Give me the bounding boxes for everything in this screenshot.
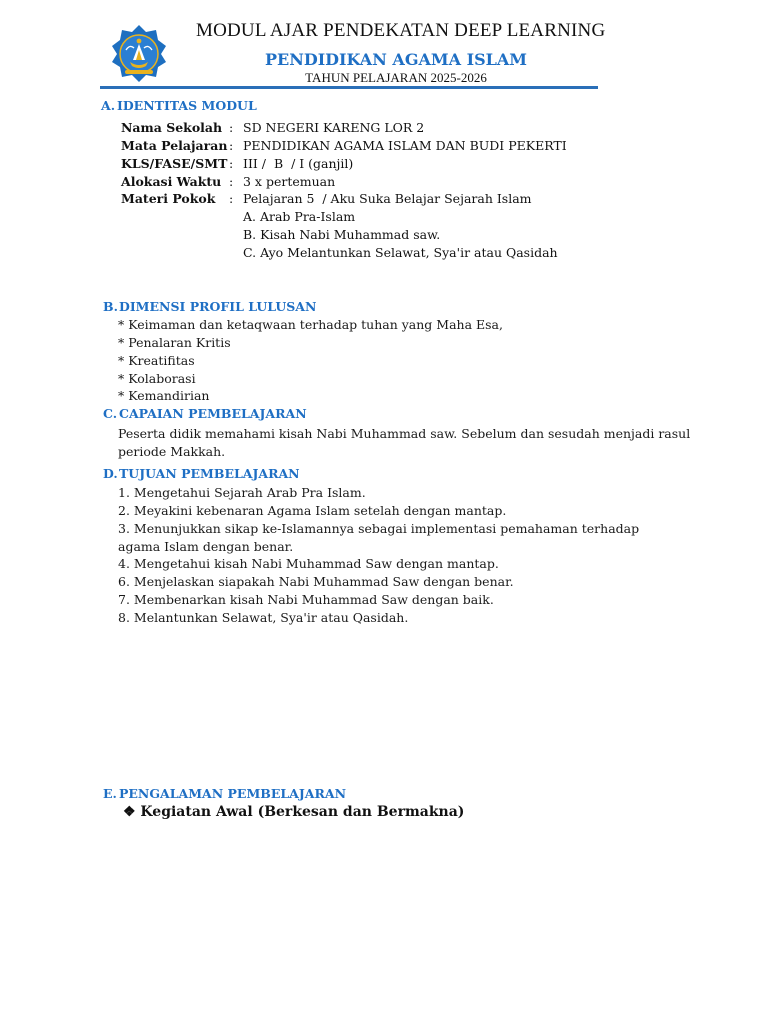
identity-value: 3 x pertemuan	[243, 174, 336, 189]
identity-label: Materi Pokok	[121, 191, 216, 206]
academic-year: TAHUN PELAJARAN 2025-2026	[305, 70, 487, 85]
list-item: 6. Menjelaskan siapakah Nabi Muhammad Saw dengan benar.	[118, 574, 514, 589]
list-item: 1. Mengetahui Sejarah Arab Pra Islam.	[118, 485, 366, 500]
list-item: 7. Membenarkan kisah Nabi Muhammad Saw dengan baik.	[118, 592, 494, 607]
section-b-heading	[103, 299, 316, 314]
subject-title: PENDIDIKAN AGAMA ISLAM	[264, 50, 528, 69]
identity-colon: :	[229, 156, 234, 171]
paragraph-line: Peserta didik memahami kisah Nabi Muhammad saw. Sebelum dan sesudah menjadi rasul	[118, 426, 691, 441]
section-letter: B.	[103, 299, 118, 314]
identity-value: SD NEGERI KARENG LOR 2	[243, 120, 425, 135]
section-title: CAPAIAN PEMBELAJARAN	[119, 406, 307, 421]
section-c-heading	[103, 406, 307, 421]
materi-sub-item: B. Kisah Nabi Muhammad saw.	[243, 227, 441, 242]
section-letter: E.	[103, 786, 117, 801]
list-item: * Penalaran Kritis	[118, 335, 231, 350]
materi-sub-item: A. Arab Pra-Islam	[243, 209, 356, 224]
paragraph-line: periode Makkah.	[118, 444, 226, 459]
identity-value: PENDIDIKAN AGAMA ISLAM DAN BUDI PEKERTI	[243, 138, 567, 153]
identity-value: Pelajaran 5 / Aku Suka Belajar Sejarah Islam	[243, 191, 532, 206]
section-d-heading	[103, 466, 300, 481]
list-item: * Keimaman dan ketaqwaan terhadap tuhan yang Maha Esa,	[118, 317, 503, 332]
list-item: * Kemandirian	[118, 388, 210, 403]
list-item: 4. Mengetahui kisah Nabi Muhammad Saw dengan mantap.	[118, 556, 499, 571]
list-item: 2. Meyakini kebenaran Agama Islam setelah dengan mantap.	[118, 503, 507, 518]
document-title: MODUL AJAR PENDEKATAN DEEP LEARNING	[196, 20, 606, 41]
section-title: DIMENSI PROFIL LULUSAN	[119, 299, 317, 314]
identity-colon: :	[229, 174, 234, 189]
list-item: 3. Menunjukkan sikap ke-Islamannya sebagai implementasi pemahaman terhadap	[118, 521, 640, 536]
list-item: agama Islam dengan benar.	[118, 539, 294, 554]
section-letter: C.	[103, 406, 118, 421]
identity-label: Alokasi Waktu	[121, 174, 222, 189]
identity-value: III / B / I (ganjil)	[243, 156, 354, 171]
list-item: * Kreatifitas	[118, 353, 195, 368]
identity-label: Nama Sekolah	[121, 120, 223, 135]
identity-label: Mata Pelajaran	[121, 138, 228, 153]
list-item: 8. Melantunkan Selawat, Sya'ir atau Qasidah.	[118, 610, 409, 625]
identity-colon: :	[229, 120, 234, 135]
header-divider	[100, 86, 598, 89]
section-title: IDENTITAS MODUL	[117, 98, 257, 113]
identity-colon: :	[229, 138, 234, 153]
section-letter: A.	[101, 98, 116, 113]
list-item: * Kolaborasi	[118, 371, 196, 386]
identity-colon: :	[229, 191, 234, 206]
kegiatan-awal-heading: ❖ Kegiatan Awal (Berkesan dan Bermakna)	[123, 804, 465, 820]
section-title: TUJUAN PEMBELAJARAN	[119, 466, 300, 481]
section-e-heading	[103, 786, 346, 801]
tut-wuri-handayani-logo-icon	[108, 22, 170, 84]
section-a-heading	[101, 98, 257, 113]
materi-sub-item: C. Ayo Melantunkan Selawat, Sya'ir atau Qasidah	[243, 245, 558, 260]
section-letter: D.	[103, 466, 118, 481]
section-title: PENGALAMAN PEMBELAJARAN	[119, 786, 346, 801]
identity-label: KLS/FASE/SMT	[121, 156, 228, 171]
